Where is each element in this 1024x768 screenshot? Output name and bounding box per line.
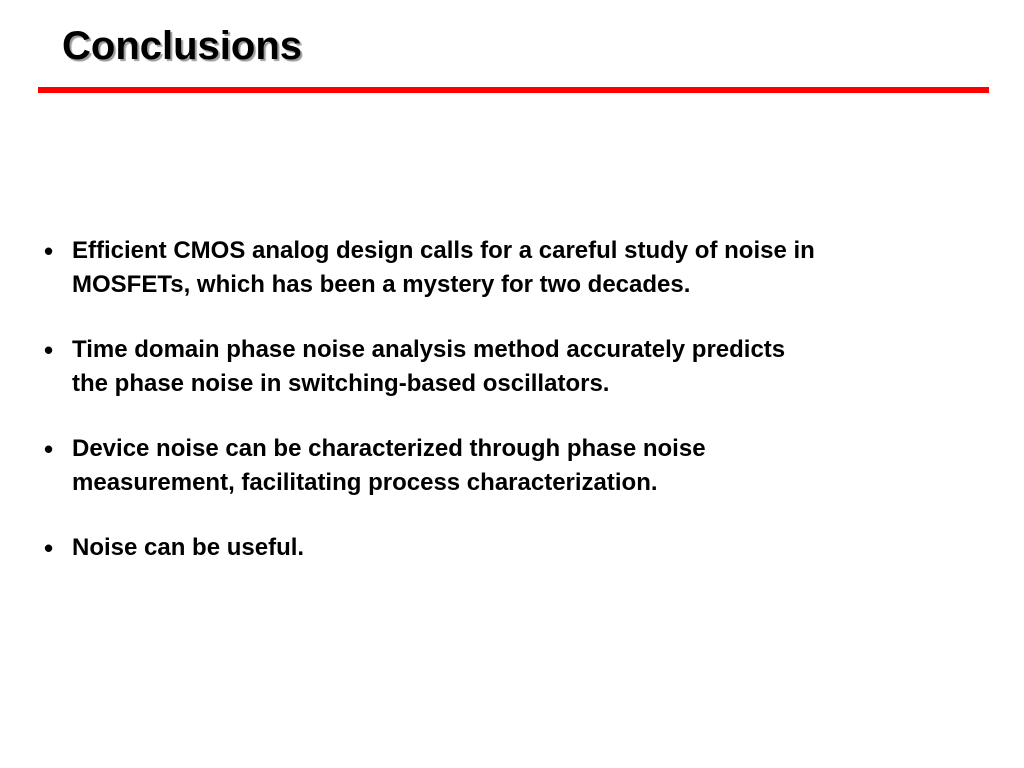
slide-title: Conclusions xyxy=(62,24,303,68)
bullet-icon: • xyxy=(44,335,54,365)
bullet-icon: • xyxy=(44,434,54,464)
bullet-icon: • xyxy=(44,236,54,266)
bullet-icon: • xyxy=(44,533,54,563)
bullet-list xyxy=(44,234,974,596)
bullet-text-line: measurement, facilitating process characterization. xyxy=(72,469,658,496)
bullet-item xyxy=(44,432,974,500)
title-divider xyxy=(38,87,989,93)
bullet-text-line: Time domain phase noise analysis method accurately predicts xyxy=(72,336,786,363)
bullet-text-line: Device noise can be characterized through phase noise xyxy=(72,435,706,462)
bullet-item xyxy=(44,333,974,401)
bullet-text-line: Efficient CMOS analog design calls for a careful study of noise in xyxy=(72,237,815,264)
bullet-text-line: Noise can be useful. xyxy=(72,534,305,561)
bullet-text-line: MOSFETs, which has been a mystery for two decades. xyxy=(72,271,691,298)
bullet-item xyxy=(44,531,974,565)
bullet-text-line: the phase noise in switching-based oscillators. xyxy=(72,370,610,397)
bullet-item xyxy=(44,234,974,302)
